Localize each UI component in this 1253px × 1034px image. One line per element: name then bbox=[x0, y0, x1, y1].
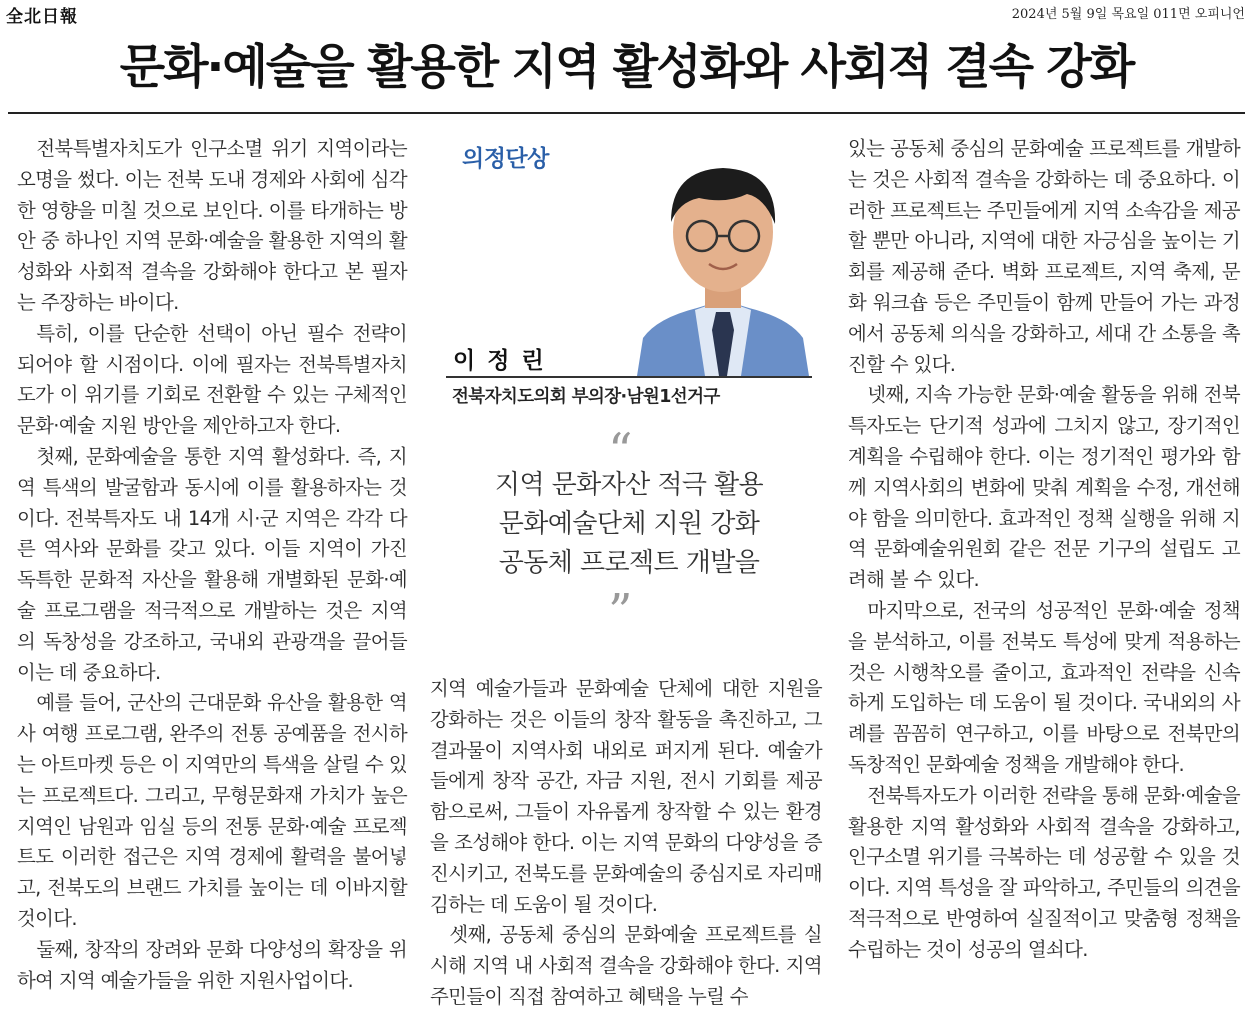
headline-rule bbox=[8, 112, 1245, 114]
open-quote-icon: “ bbox=[608, 423, 633, 479]
column-4 bbox=[848, 134, 1240, 966]
paragraph: 마지막으로, 전국의 성공적인 문화·예술 정책을 분석하고, 이를 전북도 특성에 맞게 적용하는 것은 시행착오를 줄이고, 효과적인 전략을 신속하게 도입하는 데 도움이 될 것이다. 국내외의 사례를 꼼꼼히 연구하고, 이를 바탕으로 전북만의 독창적인 문화예술 정책을 개발해야 한다. bbox=[848, 598, 1240, 776]
paragraph: 전북특별자치도가 인구소멸 위기 지역이라는 오명을 썼다. 이는 전북 도내 경제와 사회에 심각한 영향을 미칠 것으로 보인다. 이를 타개하는 방안 중 하나인 지역 문화·예술을 활용한 지역의 활성화와 사회적 결속을 강화해야 한다고 본 필자는 주장하는 바이다. bbox=[17, 137, 407, 314]
pull-quote-line: 지역 문화자산 적극 활용 bbox=[494, 470, 764, 500]
paragraph: 지역 예술가들과 문화예술 단체에 대한 지원을 강화하는 것은 이들의 창작 활동을 촉진하고, 그 결과물이 지역사회 내외로 퍼지게 된다. 예술가들에게 창작 공간, 자금 지원, 전시 기회를 제공함으로써, 그들이 자유롭게 창작할 수 있는 환경을 조성해야 한다. 이는 지역 문화의 다양성을 증진시키고, 전북도를 문화예술의 중심지로 자리매김하는 데 도움이 될 것이다. bbox=[430, 677, 822, 916]
column-3 bbox=[430, 674, 822, 1013]
paragraph: 첫째, 문화예술을 통한 지역 활성화다. 즉, 지역 특색의 발굴함과 동시에 이를 활용하자는 것이다. 전북특자도 내 14개 시·군 지역은 각각 다른 역사와 문화를 갖고 있다. 이들 지역이 가진 독특한 문화적 자산을 활용해 개별화된 문화·예술 프로그램을 적극적으로 개발하는 것은 지역의 독창성을 강조하고, 국내외 관광객을 끌어들이는 데 중요하다. bbox=[17, 444, 407, 684]
author-portrait bbox=[637, 142, 809, 376]
paragraph: 둘째, 창작의 장려와 문화 다양성의 확장을 위하여 지역 예술가들을 위한 지원사업이다. bbox=[17, 937, 407, 992]
paragraph: 넷째, 지속 가능한 문화·예술 활동을 위해 전북특자도는 단기적 성과에 그치지 않고, 장기적인 계획을 수립해야 한다. 이는 정기적인 평가와 함께 지역사회의 변화에 맞춰 계획을 수정, 개선해야 함을 의미한다. 효과적인 정책 실행을 위해 지역 문화예술위원회 같은 전문 기구의 설립도 고려해 볼 수 있다. bbox=[848, 383, 1240, 592]
author-divider bbox=[446, 376, 812, 378]
pull-quote bbox=[430, 466, 828, 583]
close-quote-icon: ” bbox=[608, 584, 633, 640]
paragraph: 예를 들어, 군산의 근대문화 유산을 활용한 역사 여행 프로그램, 완주의 전통 공예품을 전시하는 아트마켓 등은 이 지역만의 특색을 살릴 수 있는 프로젝트다. 그리고, 무형문화재 가치가 높은 지역인 남원과 임실 등의 전통 문화·예술 프로젝트도 이러한 접근은 지역 경제에 활력을 불어넣고, 전북도의 브랜드 가치를 높이는 데 이바지할 것이다. bbox=[17, 691, 407, 930]
pull-quote-line: 공동체 프로젝트 개발을 bbox=[498, 548, 760, 578]
paragraph: 있는 공동체 중심의 문화예술 프로젝트를 개발하는 것은 사회적 결속을 강화하는 데 중요하다. 이러한 프로젝트는 주민들에게 지역 소속감을 제공할 뿐만 아니라, 지역에 대한 자긍심을 높이는 기회를 제공해 준다. 벽화 프로젝트, 지역 축제, 문화 워크숍 등은 주민들이 함께 만들어 가는 과정에서 공동체 의식을 강화하고, 세대 간 소통을 촉진할 수 있다. bbox=[848, 137, 1240, 376]
paragraph: 셋째, 공동체 중심의 문화예술 프로젝트를 실시해 지역 내 사회적 결속을 강화해야 한다. 지역주민들이 직접 참여하고 혜택을 누릴 수 bbox=[430, 923, 822, 1008]
author-title: 전북자치도의회 부의장·남원1선거구 bbox=[452, 387, 720, 407]
column-1 bbox=[17, 134, 407, 996]
newspaper-logo: 全北日報 bbox=[6, 7, 78, 27]
pull-quote-line: 문화예술단체 지원 강화 bbox=[498, 509, 760, 539]
author-name: 이 정 린 bbox=[453, 348, 546, 374]
section-tag: 의정단상 bbox=[462, 146, 549, 172]
paragraph: 특히, 이를 단순한 선택이 아닌 필수 전략이 되어야 할 시점이다. 이에 필자는 전북특별자치도가 이 위기를 기회로 전환할 수 있는 구체적인 문화·예술 지원 방안을 제안하고자 한다. bbox=[17, 321, 407, 438]
paragraph: 전북특자도가 이러한 전략을 통해 문화·예술을 활용한 지역 활성화와 사회적 결속을 강화하고, 인구소멸 위기를 극복하는 데 성공할 수 있을 것이다. 지역 특성을 잘 파악하고, 주민들의 의견을 적극적으로 반영하여 실질적이고 맞춤형 정책을 수립하는 것이 성공의 열쇠다. bbox=[848, 783, 1240, 961]
dateline: 2024년 5월 9일 목요일 011면 오피니언 bbox=[1011, 7, 1245, 22]
headline: 문화·예술을 활용한 지역 활성화와 사회적 결속 강화 bbox=[119, 40, 1134, 95]
